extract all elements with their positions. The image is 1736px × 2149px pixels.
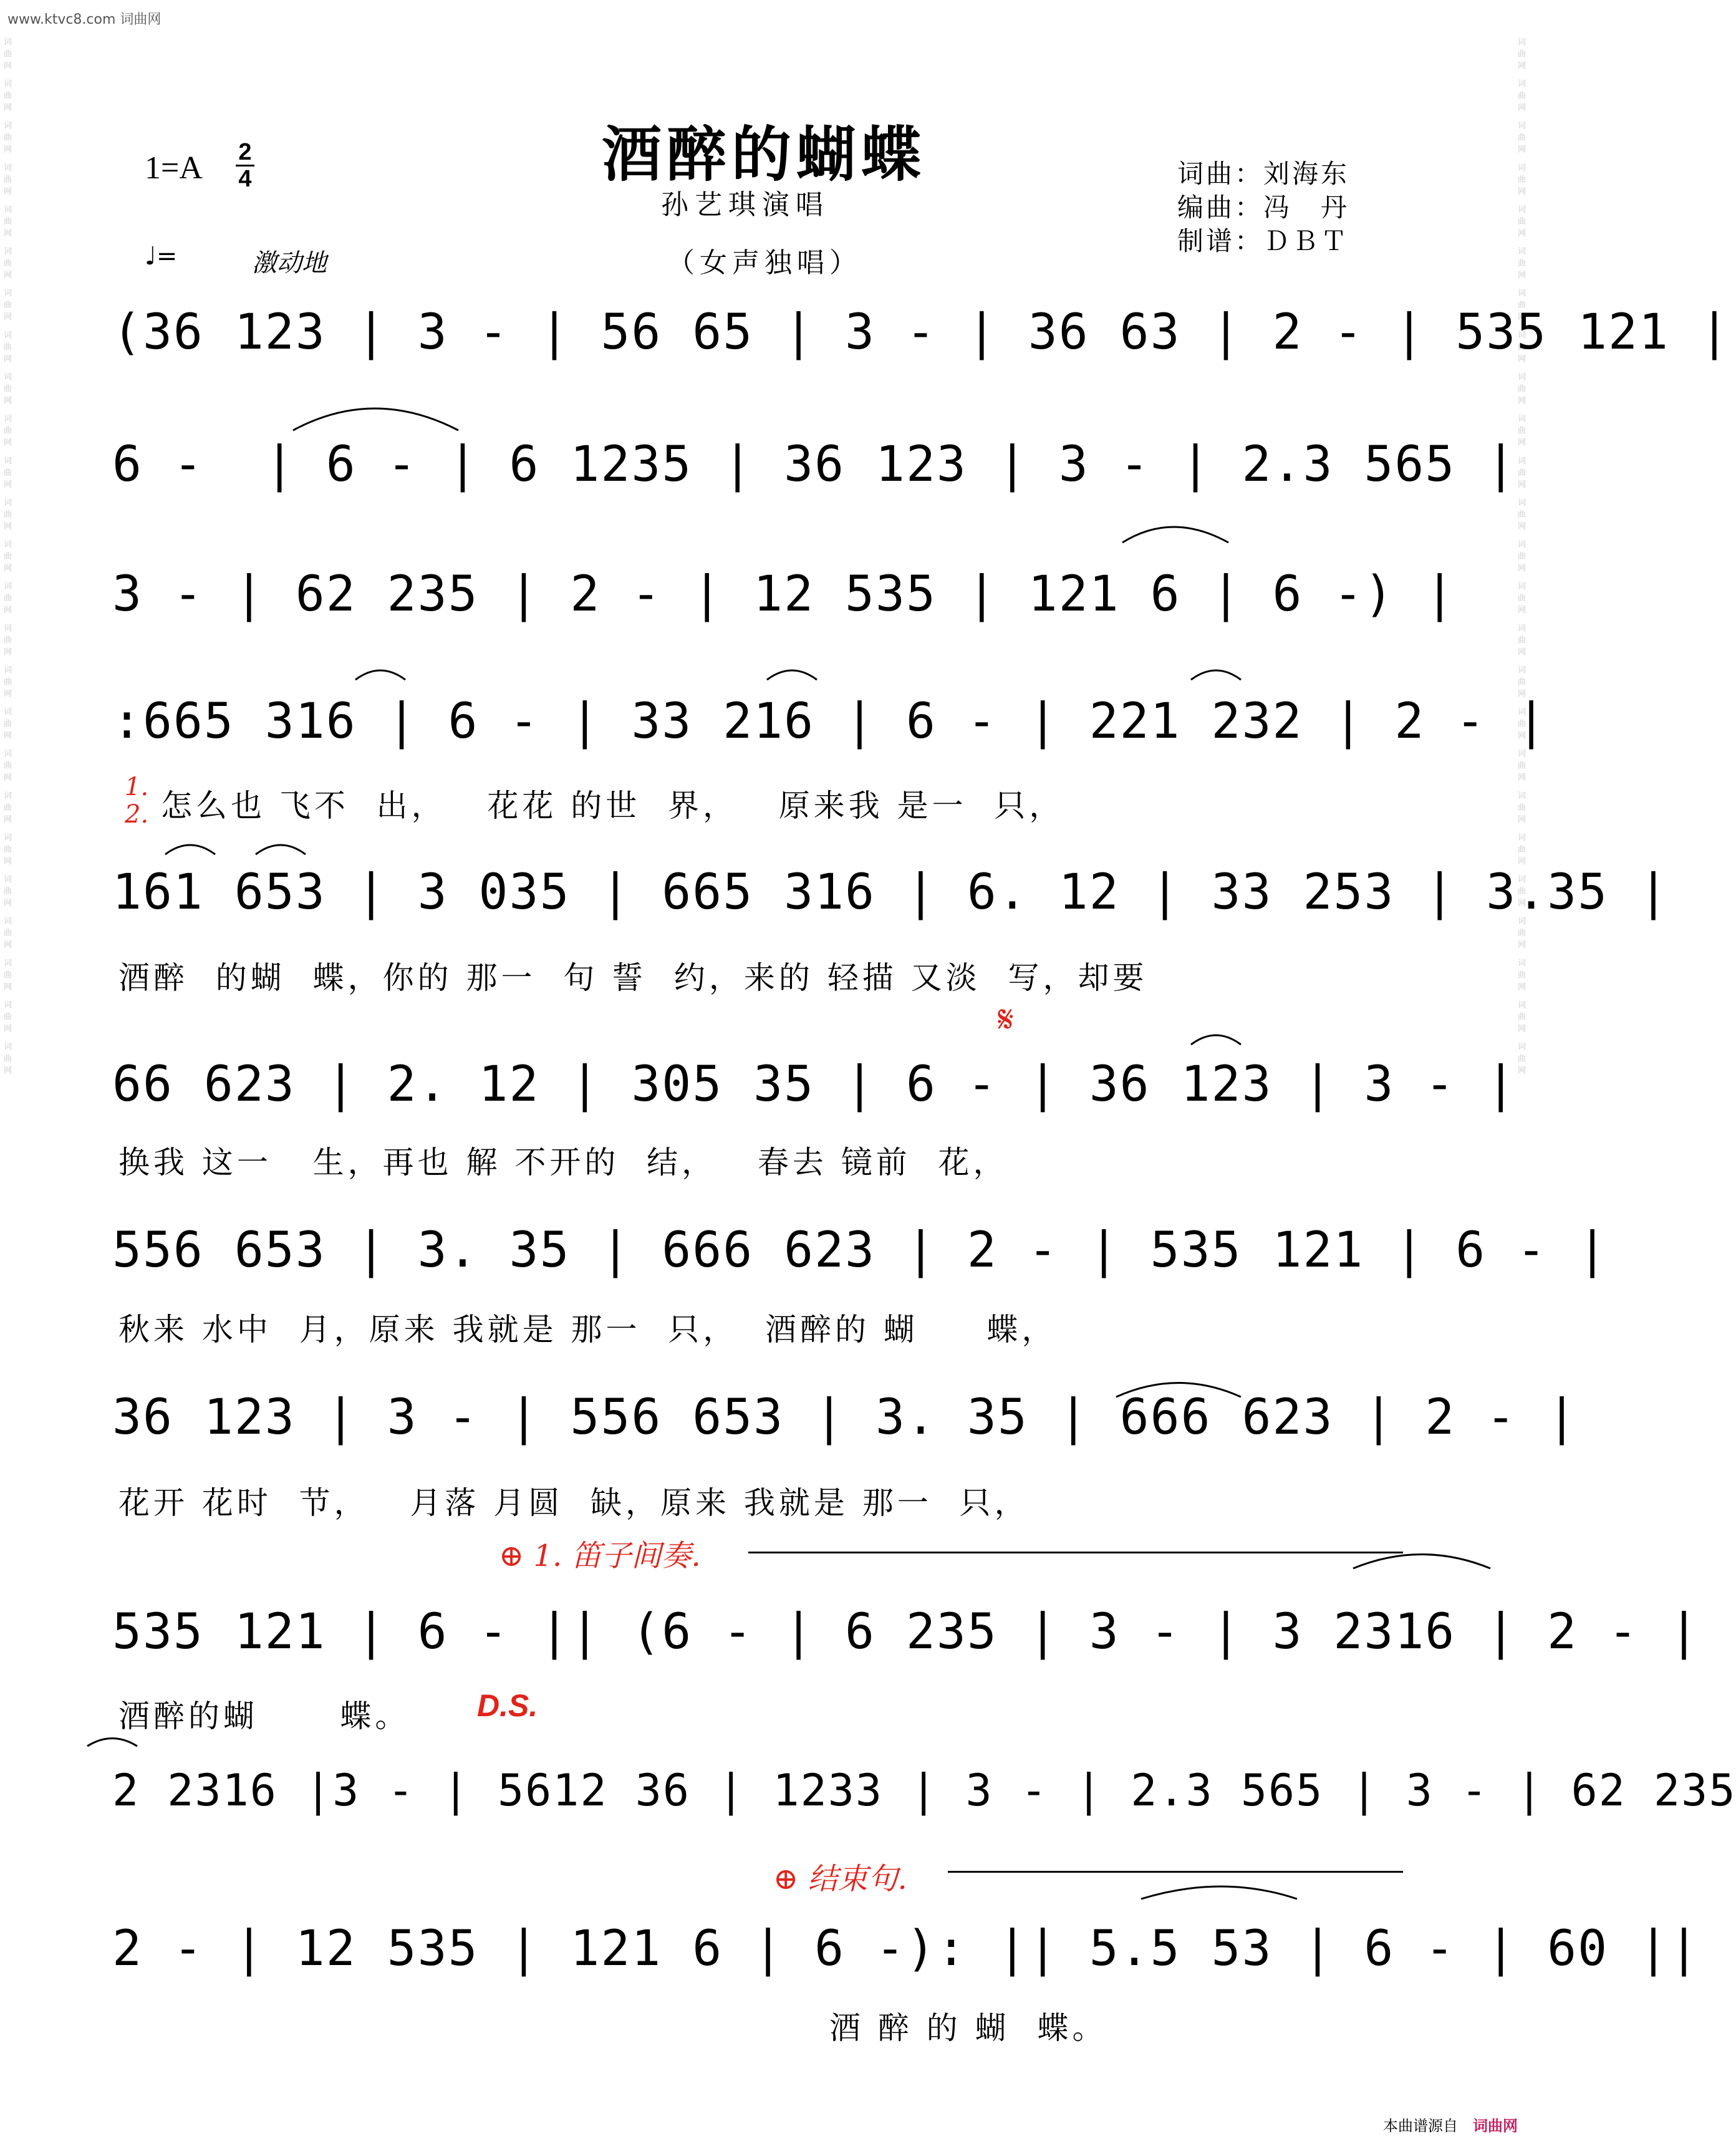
verse-number-2: 2. xyxy=(125,800,149,829)
notation-line-3: 3 - | 62 235 | 2 - | 12 535 | 121 6 | 6 -) | xyxy=(112,566,1456,622)
notation-line-11: 2 - | 12 535 | 121 6 | 6 -): || 5.5 53 | 6 - | 60 || xyxy=(112,1921,1700,1977)
footer-source: 本曲谱源自 xyxy=(1383,2117,1458,2135)
key-signature: 1=A xyxy=(145,150,203,186)
lyrics-line-4: 怎么也 飞不 出， 花花 的世 界， 原来我 是一 只， xyxy=(161,788,1064,824)
voice-type: （女声独唱） xyxy=(667,247,862,279)
slur-arc xyxy=(1122,527,1228,543)
lyrics-line-6: 换我 这一 生，再也 解 不开的 结， 春去 镜前 花， xyxy=(118,1144,1008,1181)
segno-sign: 𝄋 xyxy=(998,998,1014,1041)
slur-arc xyxy=(256,845,306,854)
slur-arc xyxy=(1353,1555,1490,1569)
song-title: 酒醉的蝴蝶 xyxy=(602,119,926,190)
lyrics-line-5: 酒醉 的蝴 蝶，你的 那一 句 誓 约，来的 轻描 又淡 写，却要 xyxy=(118,960,1148,996)
slur-arc xyxy=(1141,1886,1297,1899)
slur-arc xyxy=(1191,1035,1241,1045)
tempo-expression: 激动地 xyxy=(252,249,327,278)
meter-top: 2 xyxy=(238,139,252,165)
slur-arc xyxy=(355,670,405,680)
side-watermark-left: 词曲网 词曲网 词曲网 词曲网 词曲网 词曲网 词曲网 词曲网 词曲网 词曲网 词曲网 词曲网 词曲网 词曲网 词曲网 词曲网 词曲网 词曲网 词曲网 词曲网 词曲网 词曲网 词曲网 词曲网 词曲网 xyxy=(2,37,11,1078)
page-footer xyxy=(1383,2113,1518,2135)
notation-line-4: :665 316 | 6 - | 33 216 | 6 - | 221 232 | 2 - | xyxy=(112,693,1548,750)
performer: 孙艺琪演唱 xyxy=(661,189,829,221)
slur-arc xyxy=(1191,670,1241,680)
meter-bottom: 4 xyxy=(238,166,252,192)
lyrics-line-8: 花开 花时 节， 月落 月圆 缺，原来 我就是 那一 只， xyxy=(118,1485,1030,1521)
slur-arc xyxy=(165,845,215,854)
credit-lyrics-music: 词曲：刘海东 xyxy=(1177,158,1350,189)
tempo-label: ♩= xyxy=(145,242,178,271)
credit-arranger: 编曲：冯 丹 xyxy=(1177,192,1350,223)
notation-line-1: (36 123 | 3 - | 56 65 | 3 - | 36 63 | 2 - | 535 121 | xyxy=(112,304,1730,360)
lyrics-line-7: 秋来 水中 月，原来 我就是 那一 只， 酒醉的 蝴 蝶， xyxy=(118,1311,1057,1348)
lyrics-line-9: 酒醉的蝴 蝶。 xyxy=(118,1698,410,1734)
notation-line-9: 535 121 | 6 - || (6 - | 6 235 | 3 - | 3 2316 | 2 - | xyxy=(112,1604,1700,1660)
notation-line-7: 556 653 | 3. 35 | 666 623 | 2 - | 535 121 | 6 - | xyxy=(112,1222,1609,1278)
notation-line-6: 66 623 | 2. 12 | 305 35 | 6 - | 36 123 | 3 - | xyxy=(112,1056,1517,1113)
coda-label-2: 结束句. xyxy=(808,1862,907,1896)
notation-line-2: 6 - | 6 - | 6 1235 | 36 123 | 3 - | 2.3 565 | xyxy=(112,437,1517,493)
slur-arc xyxy=(87,1739,137,1747)
credit-transcriber: 制谱：ＤＢＴ xyxy=(1177,226,1350,256)
slur-arc xyxy=(767,670,817,680)
notation-line-5: 161 653 | 3 035 | 665 316 | 6. 12 | 33 253 | 3.35 | xyxy=(112,864,1669,920)
side-watermark-right: 词曲网 词曲网 词曲网 词曲网 词曲网 词曲网 词曲网 词曲网 词曲网 词曲网 词曲网 词曲网 词曲网 词曲网 词曲网 词曲网 词曲网 词曲网 词曲网 词曲网 词曲网 词曲网 词曲网 词曲网 词曲网 xyxy=(1516,37,1525,1078)
notation-line-10: 2 2316 |3 - | 5612 36 | 1233 | 3 - | 2.3 565 | 3 - | 62 235 xyxy=(112,1765,1736,1816)
verse-number-1: 1. xyxy=(125,773,149,801)
slur-arc xyxy=(293,408,458,430)
coda-marker-1: ⊕ 1. 笛子间奏. xyxy=(499,1538,701,1573)
site-watermark: www.ktvc8.com 词曲网 xyxy=(7,12,162,27)
coda-label-1: 1. 笛子间奏. xyxy=(533,1538,701,1573)
lyrics-line-11: 酒 醉 的 蝴 蝶。 xyxy=(829,2010,1107,2046)
coda-marker-2: ⊕ 结束句. xyxy=(773,1862,907,1896)
ds-marker: D.S. xyxy=(477,1688,538,1723)
notation-line-8: 36 123 | 3 - | 556 653 | 3. 35 | 666 623 | 2 - | xyxy=(112,1389,1578,1446)
slur-arc xyxy=(1116,1383,1241,1398)
footer-brand: 词曲网 xyxy=(1473,2117,1518,2135)
